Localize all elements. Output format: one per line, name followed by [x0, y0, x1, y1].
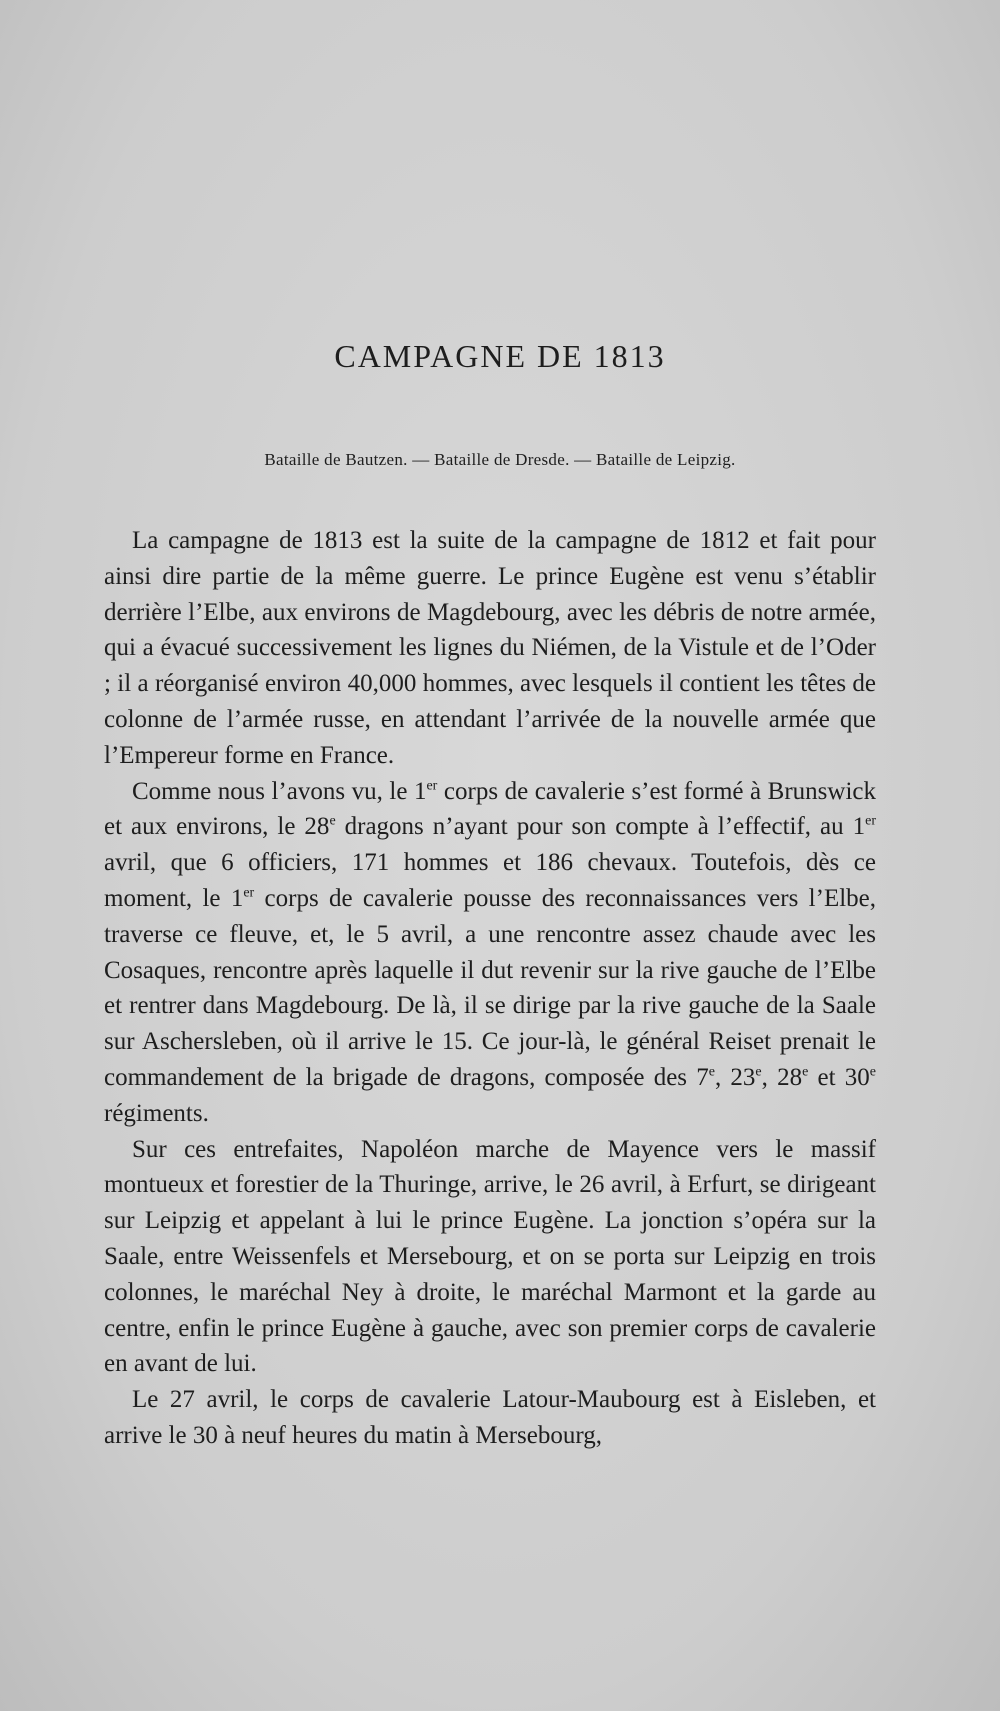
text-run: et 30	[808, 1063, 870, 1091]
superscript: e	[755, 1064, 762, 1080]
text-run: corps de cavalerie s’est formé à Brunswick et aux environs, le 28	[104, 777, 876, 841]
superscript: e	[869, 1064, 877, 1080]
superscript: e	[329, 814, 336, 830]
superscript: er	[865, 814, 876, 830]
superscript: er	[243, 885, 255, 901]
superscript: e	[802, 1064, 809, 1080]
text-run: régiments.	[104, 1099, 209, 1127]
paragraph-1	[104, 523, 876, 774]
text-run: Sur ces entrefaites, Napoléon marche de Mayence vers le massif montueux et forestier de la Thuringe, arrive, le 26 avril, à Erfurt, se dirigeant sur Leipzig et appelant à lui le prince Eugène. La jonction s’opéra sur la Saale, entre Weissenfels et Mersebourg, et on se porta sur Leipzig en trois colonnes, le maréchal Ney à droite, le maréchal Marmont et la garde au centre, enfin le prince Eugène à gauche, avec son premier corps de cavalerie en avant de lui.	[104, 1135, 876, 1378]
paragraph-3	[104, 1132, 876, 1383]
text-run: Le 27 avril, le corps de cavalerie Latour-Maubourg est à Eisleben, et arrive le 30 à neuf heures du matin à Mersebourg,	[104, 1386, 876, 1449]
text-run: dragons n’ayant pour son compte à l’effectif, au 1	[335, 813, 866, 841]
text-run: , 23	[714, 1063, 756, 1091]
superscript: er	[426, 778, 438, 794]
paragraph-2	[104, 774, 876, 1132]
paragraph-4	[104, 1382, 876, 1454]
text-run: avril, que 6 officiers, 171 hommes et 186 chevaux. Toutefois, dès ce moment, le 1	[104, 849, 876, 912]
text-run: corps de cavalerie pousse des reconnaissances vers l’Elbe, traverse ce fleuve, et, le 5 avril, a une rencontre assez chaude avec les Cosaques, rencontre après laquelle il dut revenir sur la rive gauche de l’Elbe et rentrer dans Magdebourg. De là, il se dirige par la rive gauche de la Saale sur Aschersleben, où il arrive le 15. Ce jour-là, le général Reiset prenait le commandement de la brigade de dragons, composée des 7	[104, 884, 877, 1091]
text-run: Comme nous l’avons vu, le 1	[132, 777, 427, 805]
text-run: , 28	[761, 1063, 803, 1091]
superscript: e	[708, 1064, 715, 1080]
body-text	[104, 523, 876, 1454]
text-run: La campagne de 1813 est la suite de la campagne de 1812 et fait pour ainsi dire partie de la même guerre. Le prince Eugène est venu s’établir derrière l’Elbe, aux environs de Magdebourg, avec les débris de notre armée, qui a évacué successivement les lignes du Niémen, de la Vistule et de l’Oder ; il a réorganisé environ 40,000 hommes, avec lesquels il contient les têtes de colonne de l’armée russe, en attendant l’arrivée de la nouvelle armée que l’Empereur forme en France.	[104, 527, 876, 769]
chapter-title: CAMPAGNE DE 1813	[334, 338, 666, 374]
chapter-subtitle: Bataille de Bautzen. — Bataille de Dresde. — Bataille de Leipzig.	[264, 450, 736, 469]
